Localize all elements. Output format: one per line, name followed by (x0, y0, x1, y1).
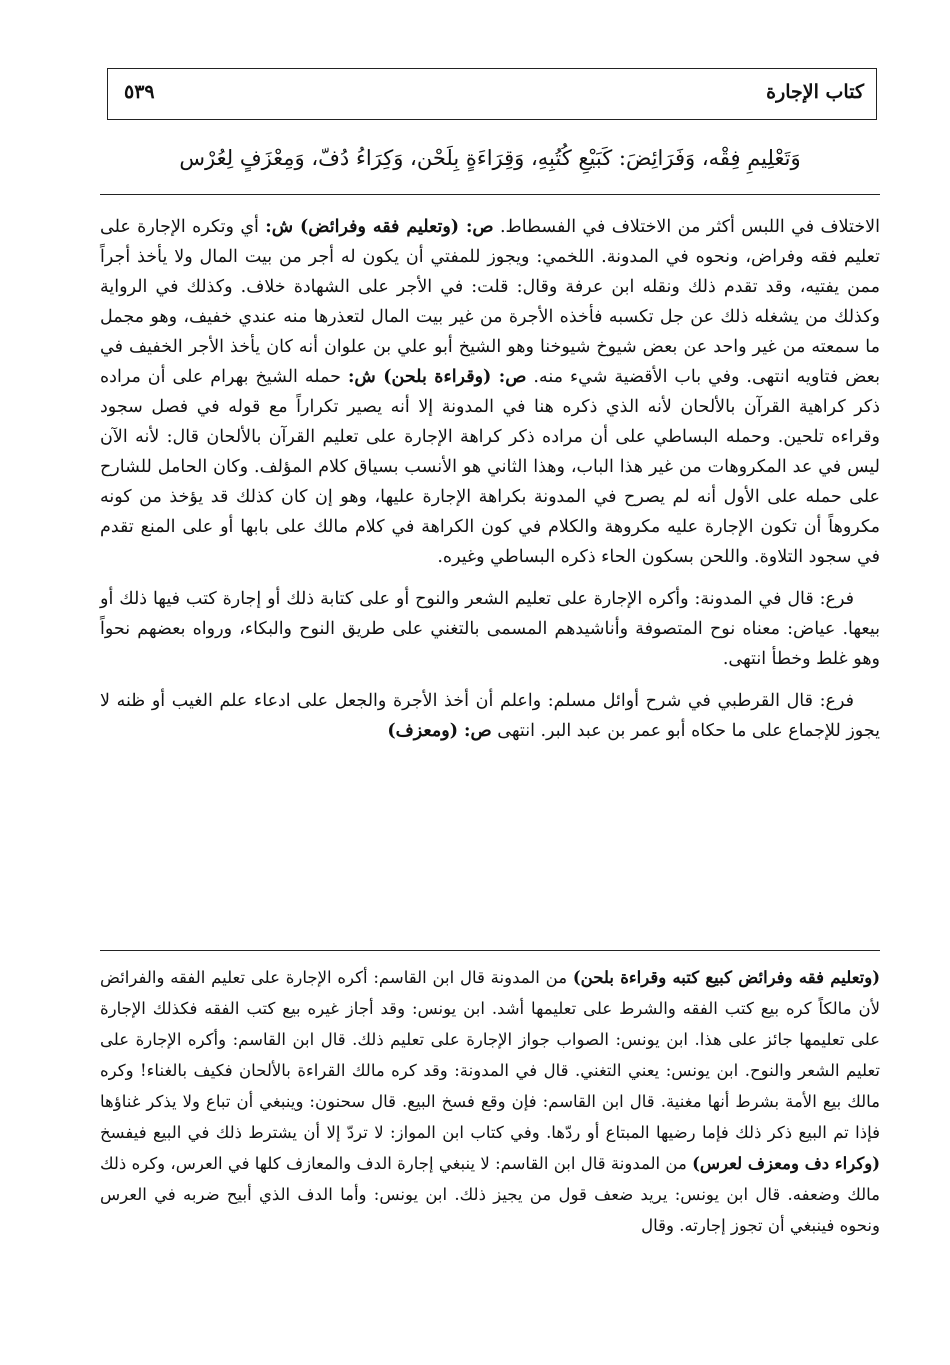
commentary-text: أي وتكره الإجارة على تعليم فقه وفراض، ونحوه في المدونة. اللخمي: ويجوز للمفتي أن يكون له أجر من بيت المال ولا يأخذ أجراً ممن يفتيه، وقد تقدم ذلك ونقله ابن عرفة وقال: قلت: في الأجر على الشهادة خلاف. وكذلك في الرواية وكذلك من يشغله ذلك عن جل تكسبه فأخذه الأجرة من غير بيت المال لتعذرها منه عندي خفيف، وهو مجمل ما سمعته من غير واحد عن بعض شيوخ شيوخنا وهو الشيخ أبو علي بن علوان أنه كان يأخذ الأجر الخفيف في بعض فتاويه انتهى. وفي باب الأقضية شيء منه. (100, 217, 880, 387)
footnote-paragraph (100, 962, 880, 1241)
commentary-paragraph-2: فرع: قال في المدونة: وأكره الإجارة على تعليم الشعر والنوح أو على كتابة ذلك أو إجارة كتب فيها ذلك أو بيعها. عياض: معناه نوح المتصوفة وأناشيدهم المسمى بالتغني على طريق النوح والبكاء، ورواه بعضهم نحواً وهو غلط وخطأ انتهى. (100, 589, 880, 669)
matn-quote: (وكراء دف ومعزف لعرس) (692, 1154, 881, 1173)
commentary-paragraph-1 (100, 212, 880, 572)
commentary-paragraph-3 (100, 686, 880, 746)
footnote-text: من المدونة قال ابن القاسم: لا ينبغي إجارة الدف والمعازف كلها في العرس، وكره ذلك مالك وضعفه. قال ابن يونس: يريد ضعف قول من يجيز ذلك. ابن يونس: وأما الدف الذي أبيح ضربه في العرس ونحوه فينبغي أن تجوز إجارته. وقال (100, 1154, 880, 1235)
commentary-text: حمله الشيخ بهرام على أن مراده ذكر كراهية القرآن بالألحان لأنه الذي ذكره هنا في المدونة إلا أنه يصير تكراراً مع قوله في فصل سجود وقراءه تلحين. وحمله البساطي على أن مراده ذكر كراهة الإجارة على تعليم القرآن بالألحان قال: لأنه الآن ليس في عد المكروهات من غير هذا الباب، وهذا الثاني هو الأنسب بسياق كلام المؤلف. وكان الحامل للشارح على حمله على الأول أنه لم يصرح في المدونة بكراهة الإجارة عليها، وهو إن كان كذلك قد يؤخذ من كونه مكروهاً أن تكون الإجارة عليه مكروهة والكلام في كون الكراهة في كلام مالك على بابها أو على المنع تقدم في سجود التلاوة. واللحن بسكون الحاء ذكره البساطي وغيره. (100, 367, 880, 567)
commentary-section (100, 212, 880, 746)
page-number: ٥٣٩ (124, 81, 155, 103)
footnote-text: من المدونة قال ابن القاسم: أكره الإجارة على تعليم الفقه والفرائض لأن مالكاً كره بيع كتب الفقه والشرط على تعليمها أشد. ابن يونس: وقد أجاز غيره بيع كتب الفقه فكذلك الإجارة على تعليمها جائز على هذا. ابن يونس: الصواب جواز الإجارة على تعليم ذلك. قال ابن القاسم: وأكره الإجارة على تعليم الشعر والنوح. ابن يونس: يعني التغني. قال في المدونة: وقد كره مالك القراءة بالألحان فكيف بالغناء! وكره مالك بيع الأمة بشرط أنها مغنية. قال ابن القاسم: فإن وقع فسخ البيع. قال سحنون: وينبغي أن تباع ولا يذكر غناؤها فإذا تم البيع ذكر ذلك فإما رضيها المبتاع أو ردّها. وفي كتاب ابن المواز: لا تردّ إلا أن يشترط ذلك في البيع فيفسخ (100, 968, 880, 1142)
matn-quote: ص: (وقراءة بلحن) ش: (347, 367, 527, 387)
matn-quote: ص: (ومعزف) (387, 721, 492, 741)
divider-top (100, 194, 880, 195)
commentary-text: الاختلاف في اللبس أكثر من الاختلاف في الفسطاط. (499, 217, 880, 237)
footnote-commentary (100, 962, 880, 1241)
matn-line: وَتَعْلِيمِ فِقْه، وَفَرَائِضَ: كَبَيْعِ كُتُبِهِ، وَقِرَاءَةٍ بِلَحْن، وَكِرَاءُ دُفّ، وَمِعْزَفٍ لِعُرْس (179, 146, 801, 170)
matn-quote: (وتعليم فقه وفرائض كبيع كتبه وقراءة بلحن) (572, 968, 881, 987)
matn-quote: ص: (وتعليم فقه وفرائض) ش: (265, 217, 494, 237)
divider-bottom (100, 950, 880, 951)
page-header (107, 68, 877, 120)
commentary-text: فرع: قال القرطبي في شرح أوائل مسلم: واعلم أن أخذ الأجرة والجعل على ادعاء علم الغيب أو ظنه لا يجوز للإجماع على ما حكاه أبو عمر بن عبد البر. انتهى (100, 691, 880, 741)
chapter-title: كتاب الإجارة (766, 81, 864, 103)
